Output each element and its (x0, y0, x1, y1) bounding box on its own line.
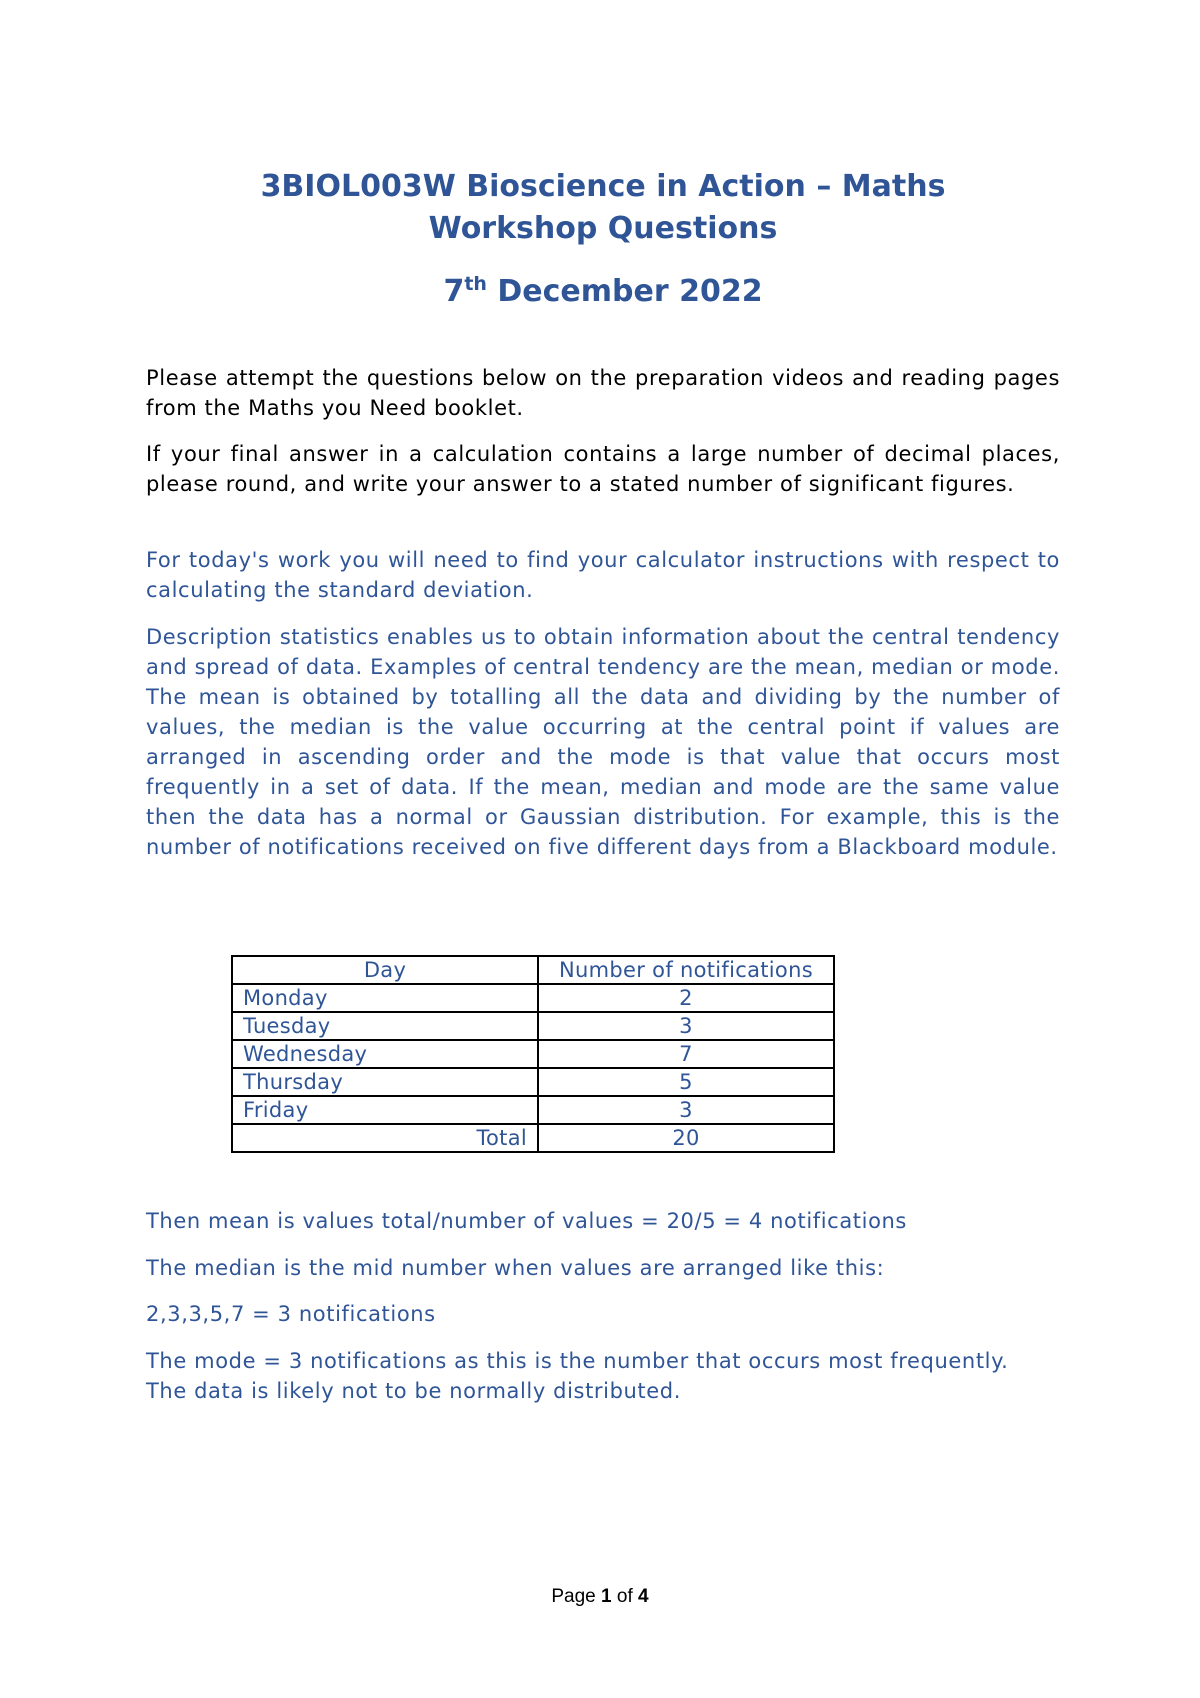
mean-explanation: Then mean is values total/number of values = 20/5 = 4 notifications (146, 1209, 907, 1233)
table-cell-count: 5 (538, 1068, 834, 1096)
paragraph-instructions: Please attempt the questions below on the preparation videos and reading pages from the Maths you Need booklet. (146, 366, 1060, 420)
median-intro: The median is the mid number when values are arranged like this: (146, 1256, 885, 1280)
mode-line-2: The data is likely not to be normally distributed. (146, 1379, 681, 1403)
footer-page-word: Page (551, 1586, 596, 1607)
table-total-label: Total (232, 1124, 538, 1152)
table-cell-day: Wednesday (232, 1040, 538, 1068)
table-total-value: 20 (538, 1124, 834, 1152)
table-cell-count: 3 (538, 1096, 834, 1124)
table-cell-day: Tuesday (232, 1012, 538, 1040)
table-row (232, 1096, 834, 1124)
table-cell-count: 3 (538, 1012, 834, 1040)
table-row (232, 984, 834, 1012)
page-title-line-2: Workshop Questions (428, 211, 778, 246)
paragraph-description-statistics: Description statistics enables us to obtain information about the central tendency and spread of data. Examples of central tendency are the mean, median or mode. The mean is obtained by totalling all the data and dividing by the number of values, the median is the value occurring at the central point if values are arranged in ascending order and the mode is that value that occurs most frequently in a set of data. If the mean, median and mode are the same value then the data has a normal or Gaussian distribution. For example, this is the number of notifications received on five different days from a Blackboard module. (146, 625, 1060, 859)
footer-page-total: 4 (638, 1586, 649, 1607)
mode-explanation (146, 1346, 1060, 1406)
table-cell-count: 2 (538, 984, 834, 1012)
document-date (146, 272, 1060, 312)
table-header-count: Number of notifications (538, 956, 834, 984)
table-header-row (232, 956, 834, 984)
table-total-row (232, 1124, 834, 1152)
title-block (146, 166, 1060, 312)
table-row (232, 1040, 834, 1068)
median-values: 2,3,3,5,7 = 3 notifications (146, 1302, 436, 1326)
table-cell-day: Monday (232, 984, 538, 1012)
table-row (232, 1012, 834, 1040)
table-row (232, 1068, 834, 1096)
paragraph-rounding: If your final answer in a calculation contains a large number of decimal places, please round, and write your answer to a stated number of significant figures. (146, 442, 1060, 496)
page-number-footer (0, 1586, 1200, 1608)
date-day: 7 (443, 274, 465, 309)
notifications-table (231, 955, 835, 1153)
footer-of-word: of (616, 1586, 633, 1607)
date-rest: December 2022 (486, 274, 763, 309)
table-header-day: Day (232, 956, 538, 984)
table-cell-day: Thursday (232, 1068, 538, 1096)
footer-page-num: 1 (601, 1586, 612, 1607)
mode-line-1: The mode = 3 notifications as this is the number that occurs most frequently. (146, 1349, 1009, 1373)
table-cell-day: Friday (232, 1096, 538, 1124)
table-cell-count: 7 (538, 1040, 834, 1068)
page-title-line-1: 3BIOL003W Bioscience in Action – Maths (260, 169, 946, 204)
date-suffix: th (464, 273, 487, 295)
paragraph-calculator: For today's work you will need to find your calculator instructions with respect to calculating the standard deviation. (146, 548, 1060, 602)
